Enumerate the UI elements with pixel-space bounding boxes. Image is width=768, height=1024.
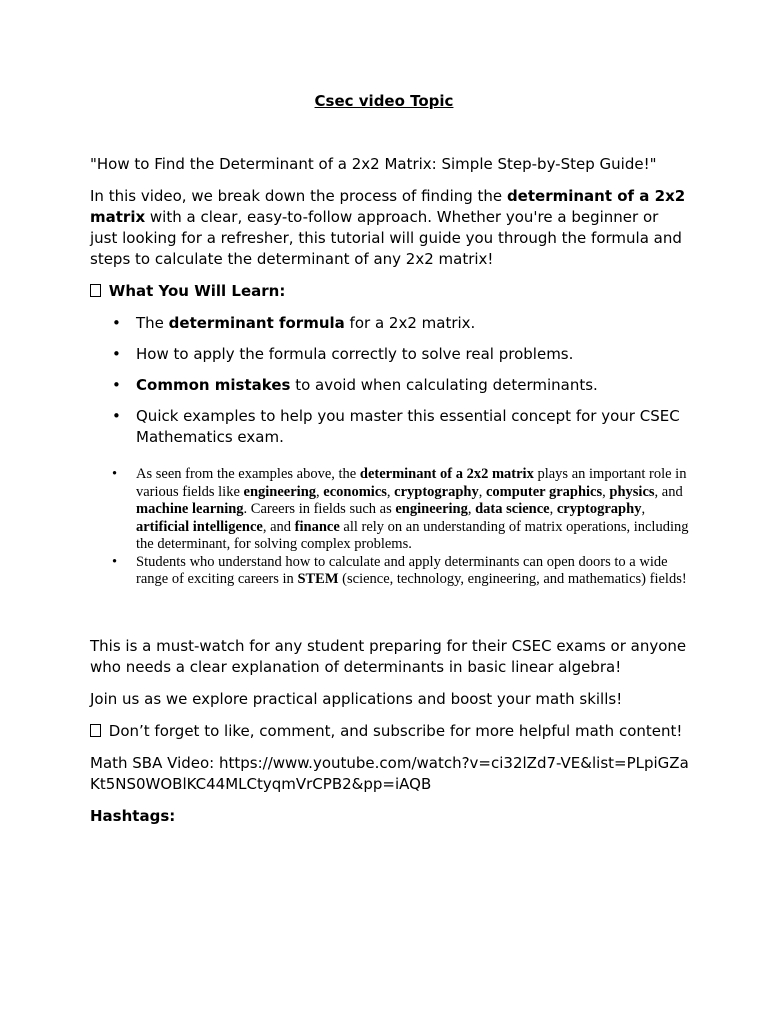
document-body	[90, 154, 690, 838]
careers-text: ,	[386, 483, 395, 500]
careers-text: ,	[316, 483, 324, 500]
careers-text: plays an important role in various fields like	[136, 466, 687, 500]
list-item-text: How to apply the formula correctly to solve real problems.	[136, 345, 574, 363]
careers-text: all rely on an understanding of matrix operations, including the determinant, for solving complex problems.	[136, 518, 689, 552]
careers-text: , and	[262, 518, 295, 535]
list-item-bold: determinant formula	[168, 314, 345, 332]
bullet-icon: •	[112, 376, 121, 394]
careers-bold: engineering	[395, 501, 468, 517]
careers-text: ,	[641, 501, 646, 517]
learn-list	[90, 313, 690, 448]
careers-bold: determinant of a 2x2 matrix	[359, 466, 534, 482]
missing-glyph-icon	[90, 724, 101, 737]
careers-text: ,	[549, 501, 557, 517]
bullet-icon: •	[112, 314, 121, 332]
careers-list	[90, 466, 690, 589]
careers-bold: finance	[294, 518, 340, 535]
list-item	[90, 313, 690, 334]
careers-text: ,	[467, 501, 476, 517]
careers-bold: economics	[323, 483, 387, 500]
learn-heading-text: What You Will Learn:	[108, 282, 286, 300]
stem-text: Students who understand how to calculate and apply determinants can open doors to a wide range of exciting careers in	[136, 553, 668, 587]
stem-bold: STEM	[297, 571, 339, 587]
careers-bold: computer graphics	[486, 483, 603, 500]
careers-bold: data science	[475, 501, 550, 517]
careers-text: As seen from the examples above, the	[136, 466, 360, 482]
learn-heading	[90, 281, 690, 302]
list-item	[90, 406, 690, 448]
list-item-bold: Common mistakes	[136, 376, 291, 394]
bullet-icon: •	[112, 407, 121, 425]
bullet-icon: •	[112, 466, 118, 482]
list-item	[90, 344, 690, 365]
list-item	[90, 554, 690, 589]
careers-bold: artificial intelligence	[136, 518, 263, 535]
careers-bold: physics	[609, 483, 655, 500]
join-paragraph: Join us as we explore practical applications and boost your math skills!	[90, 689, 623, 708]
intro-paragraph	[90, 186, 690, 270]
careers-bold: engineering	[243, 483, 317, 500]
sba-link-paragraph: Math SBA Video: https://www.youtube.com/watch?v=ci32lZd7-VE&list=PLpiGZaKt5NS0WOBlKC44MLCtyqmVrCPB2&pp=iAQB	[90, 753, 689, 793]
careers-bold: machine learning	[136, 501, 244, 517]
bullet-icon: •	[112, 345, 121, 363]
careers-bold: cryptography	[394, 483, 479, 500]
careers-bold: cryptography	[556, 501, 642, 517]
list-item-text: to avoid when calculating determinants.	[290, 376, 598, 394]
intro-text-c: with a clear, easy-to-follow approach. Whether you're a beginner or just looking for a refresher, this tutorial will guide you through the formula and steps to calculate the determinant of any 2x2 matrix!	[90, 208, 682, 268]
intro-text-a: In this video, we break down the process of finding the	[90, 187, 507, 205]
list-item	[90, 466, 690, 554]
hashtags-heading	[90, 806, 690, 827]
careers-text: ,	[602, 483, 610, 500]
careers-text: . Careers in fields such as	[243, 501, 396, 517]
list-item-text: for a 2x2 matrix.	[344, 314, 476, 332]
stem-text: (science, technology, engineering, and mathematics) fields!	[338, 571, 687, 587]
reminder-paragraph	[90, 721, 690, 742]
list-item-text: The	[136, 314, 169, 332]
careers-text: , and	[654, 483, 683, 500]
reminder-text: Don’t forget to like, comment, and subscribe for more helpful math content!	[108, 721, 683, 740]
hashtags-text: Hashtags:	[90, 806, 176, 825]
bullet-icon: •	[112, 553, 118, 570]
list-item	[90, 375, 690, 396]
document-title: Csec video Topic	[314, 92, 454, 110]
intro-bold: determinant of a 2x2 matrix	[90, 187, 686, 226]
video-title: "How to Find the Determinant of a 2x2 Matrix: Simple Step-by-Step Guide!"	[90, 155, 657, 173]
missing-glyph-icon	[90, 284, 101, 297]
must-watch-paragraph: This is a must-watch for any student preparing for their CSEC exams or anyone who needs a clear explanation of determinants in basic linear algebra!	[90, 636, 687, 676]
careers-text: ,	[478, 483, 486, 500]
list-item-text: Quick examples to help you master this essential concept for your CSEC Mathematics exam.	[136, 407, 680, 446]
